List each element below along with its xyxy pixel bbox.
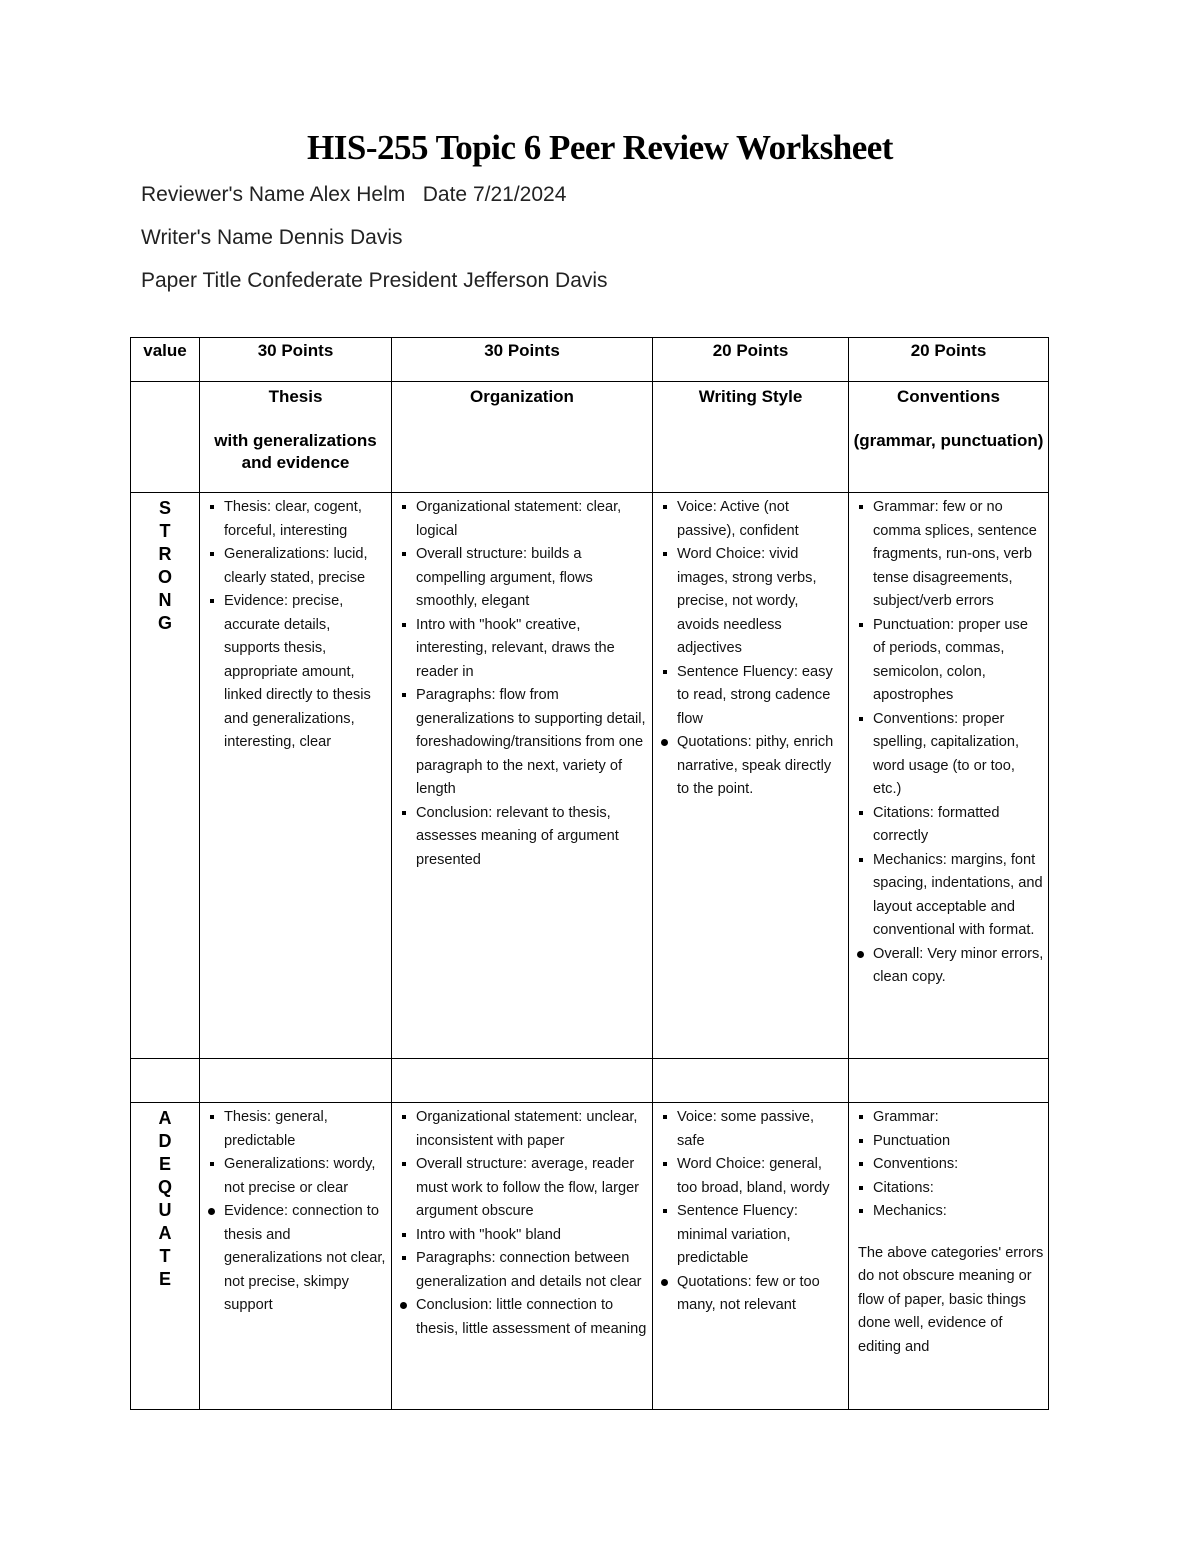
criteria-item: Conclusion: relevant to thesis, assesses meaning of argument presented [416, 802, 648, 873]
writing-style-points-cell: 20 Points [653, 338, 849, 382]
adequate-conventions-cell [849, 1103, 1049, 1410]
conventions-category-sub: (grammar, punctuation) [853, 431, 1044, 450]
strong-writing-style-cell [653, 493, 849, 1059]
writing-style-category-cell [653, 382, 849, 493]
adequate-conventions-note: The above categories' errors do not obscure meaning or flow of paper, basic things done well, evidence of editing and [858, 1244, 1044, 1355]
organization-category-label: Organization [470, 387, 574, 406]
criteria-item: Punctuation: proper use of periods, commas, semicolon, colon, apostrophes [873, 614, 1044, 708]
reviewer-line-text: Reviewer's Name Alex Helm Date 7/21/2024 [141, 183, 567, 206]
criteria-item: Paragraphs: connection between generalization and details not clear [416, 1247, 648, 1294]
reviewer-date-line [141, 183, 566, 207]
writer-line-text: Writer's Name Dennis Davis [141, 226, 403, 249]
criteria-item: Conclusion: little connection to thesis, little assessment of meaning [416, 1294, 648, 1341]
criteria-item: Conventions: [873, 1153, 1044, 1177]
paper-title-line [141, 269, 608, 293]
rubric-table [130, 337, 1049, 1410]
thesis-category-label: Thesis [268, 387, 323, 406]
strong-letter: G [157, 613, 172, 633]
criteria-item: Voice: some passive, safe [677, 1106, 844, 1153]
page-title: HIS-255 Topic 6 Peer Review Worksheet [307, 128, 893, 167]
adequate-letter: Q [157, 1177, 172, 1197]
empty-cell [653, 1059, 849, 1103]
thesis-category-sub: with generalizations and evidence [214, 431, 377, 472]
category-header-row [131, 382, 1049, 493]
criteria-item: Thesis: clear, cogent, forceful, interesting [224, 496, 387, 543]
criteria-item: Word Choice: general, too broad, bland, wordy [677, 1153, 844, 1200]
strong-thesis-cell [200, 493, 392, 1059]
criteria-item: Citations: formatted correctly [873, 802, 1044, 849]
adequate-organization-cell [392, 1103, 653, 1410]
adequate-label [131, 1103, 200, 1410]
strong-letter: T [159, 521, 171, 541]
criteria-item: Sentence Fluency: minimal variation, predictable [677, 1200, 844, 1271]
strong-label [131, 493, 200, 1059]
criteria-item: Intro with "hook" bland [416, 1224, 648, 1248]
thesis-points-cell: 30 Points [200, 338, 392, 382]
criteria-item: Overall structure: average, reader must work to follow the flow, larger argument obscure [416, 1153, 648, 1224]
criteria-item: Word Choice: vivid images, strong verbs, precise, not wordy, avoids needless adjectives [677, 543, 844, 661]
empty-cell [131, 1059, 200, 1103]
adequate-letter: E [158, 1269, 171, 1289]
conventions-points-cell: 20 Points [849, 338, 1049, 382]
strong-organization-cell [392, 493, 653, 1059]
value-header-cell: value [131, 338, 200, 382]
writing-style-category-label: Writing Style [698, 387, 803, 406]
conventions-category-cell [849, 382, 1049, 493]
criteria-item: Mechanics: [873, 1200, 1044, 1224]
criteria-item: Generalizations: wordy, not precise or clear [224, 1153, 387, 1200]
empty-cell [849, 1059, 1049, 1103]
empty-cell [200, 1059, 392, 1103]
criteria-item: Grammar: [873, 1106, 1044, 1130]
criteria-item: Evidence: precise, accurate details, supports thesis, appropriate amount, linked directly to thesis and generalizations, interesting, clear [224, 590, 387, 755]
thesis-category-cell [200, 382, 392, 493]
criteria-item: Organizational statement: unclear, inconsistent with paper [416, 1106, 648, 1153]
adequate-writing-style-cell [653, 1103, 849, 1410]
criteria-item: Overall structure: builds a compelling argument, flows smoothly, elegant [416, 543, 648, 614]
adequate-letter: E [158, 1154, 171, 1174]
criteria-item: Quotations: few or too many, not relevant [677, 1271, 844, 1318]
criteria-item: Paragraphs: flow from generalizations to supporting detail, foreshadowing/transitions from one paragraph to the next, variety of length [416, 684, 648, 802]
criteria-item: Generalizations: lucid, clearly stated, precise [224, 543, 387, 590]
spacer-row [131, 1059, 1049, 1103]
empty-cell [392, 1059, 653, 1103]
criteria-item: Voice: Active (not passive), confident [677, 496, 844, 543]
criteria-item: Intro with "hook" creative, interesting, relevant, draws the reader in [416, 614, 648, 685]
adequate-letter: A [158, 1108, 172, 1128]
strong-row [131, 493, 1049, 1059]
writer-line [141, 226, 403, 250]
conventions-category-label: Conventions [897, 387, 1000, 406]
adequate-letter: D [158, 1131, 172, 1151]
criteria-item: Punctuation [873, 1130, 1044, 1154]
criteria-item: Sentence Fluency: easy to read, strong cadence flow [677, 661, 844, 732]
criteria-item: Organizational statement: clear, logical [416, 496, 648, 543]
adequate-letter: T [159, 1246, 171, 1266]
adequate-letter: U [158, 1200, 172, 1220]
organization-category-cell [392, 382, 653, 493]
adequate-letter: A [158, 1223, 172, 1243]
strong-letter: S [158, 498, 171, 518]
points-header-row [131, 338, 1049, 382]
empty-label-cell [131, 382, 200, 493]
criteria-item: Thesis: general, predictable [224, 1106, 387, 1153]
strong-letter: R [158, 544, 172, 564]
criteria-item: Citations: [873, 1177, 1044, 1201]
adequate-row [131, 1103, 1049, 1410]
adequate-thesis-cell [200, 1103, 392, 1410]
criteria-item: Grammar: few or no comma splices, sentence fragments, run-ons, verb tense disagreements, subject/verb errors [873, 496, 1044, 614]
organization-points-cell: 30 Points [392, 338, 653, 382]
strong-letter: O [157, 567, 172, 587]
criteria-item: Evidence: connection to thesis and generalizations not clear, not precise, skimpy support [224, 1200, 387, 1318]
criteria-item: Overall: Very minor errors, clean copy. [873, 943, 1044, 990]
criteria-item: Mechanics: margins, font spacing, indentations, and layout acceptable and conventional with format. [873, 849, 1044, 943]
strong-conventions-cell [849, 493, 1049, 1059]
strong-letter: N [158, 590, 172, 610]
criteria-item: Conventions: proper spelling, capitalization, word usage (to or too, etc.) [873, 708, 1044, 802]
paper-title-text: Paper Title Confederate President Jefferson Davis [141, 269, 608, 292]
criteria-item: Quotations: pithy, enrich narrative, speak directly to the point. [677, 731, 844, 802]
